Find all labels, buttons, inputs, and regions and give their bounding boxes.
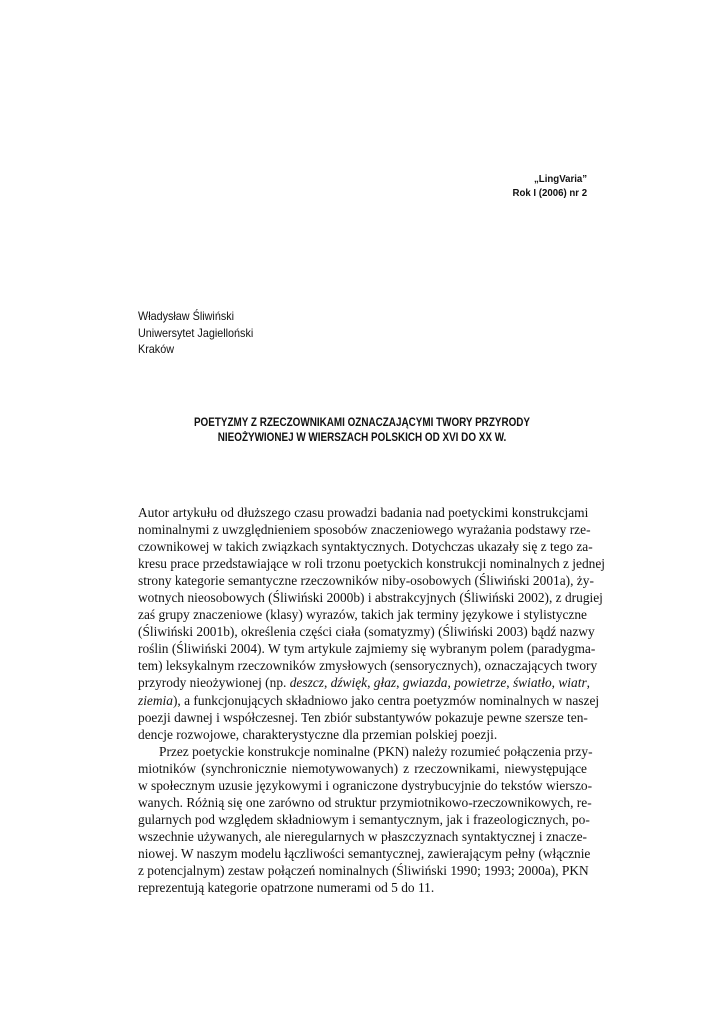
text-line: w społecznym uzusie językowymi i ograniczone dystrybucyjnie do tekstów wierszo-	[138, 777, 593, 793]
text-line: wszechnie używanych, ale nieregularnych w płaszczyznach syntaktycznej i znacze-	[138, 828, 587, 844]
example-word: światło	[512, 675, 552, 691]
text-line: dencje rozwojowe, charakterystyczne dla przemian polskiej poezji.	[138, 726, 498, 742]
article-title	[110, 416, 614, 446]
text-line: tem) leksykalnym rzeczowników zmysłowych (sensorycznych), oznaczających twory	[138, 658, 598, 674]
example-word: ziemia	[138, 692, 173, 708]
text-line: z potencjalnym) zestaw połączeń nominalnych (Śliwiński 1990; 1993; 2000a), PKN	[138, 862, 589, 878]
example-word: gwiazda	[402, 675, 448, 691]
text-line: (Śliwiński 2001b), określenia części ciała (somatyzmy) (Śliwiński 2003) bądź nazwy	[138, 624, 595, 640]
example-word: deszcz	[289, 675, 324, 691]
text-line: kresu prace przedstawiające w roli trzonu poetyckich konstrukcji nominalnych z jednej	[138, 556, 606, 572]
text-line: zaś grupy znaczeniowe (klasy) wyrazów, takich jak terminy językowe i stylistyczne	[138, 607, 587, 623]
text-run: ,	[551, 675, 559, 691]
example-word: głaz	[373, 675, 397, 691]
example-word: wiatr	[558, 675, 587, 691]
title-line: POETYZMY Z RZECZOWNIKAMI OZNACZAJĄCYMI TWORY PRZYRODY	[193, 417, 531, 429]
text-line: miotników (synchronicznie niemotywowanych) z rzeczownikami, niewystępujące	[138, 760, 587, 776]
title-line: NIEOŻYWIONEJ W WIERSZACH POLSKICH OD XVI DO XX W.	[217, 432, 507, 444]
paragraph-2	[138, 743, 593, 896]
text-line: nominalnymi z uwzględnieniem sposobów znaczeniowego wyrażania podstawy rze-	[138, 522, 591, 538]
text-line: poezji dawnej i współczesnej. Ten zbiór substantywów pokazuje pewne szersze ten-	[138, 709, 588, 725]
text-run: ,	[323, 675, 331, 691]
text-run: ,	[447, 675, 455, 691]
text-line: gularnych pod względem składniowym i semantycznym, jak i frazeologicznych, po-	[138, 811, 590, 827]
author-city: Kraków	[138, 342, 175, 356]
journal-issue: Rok I (2006) nr 2	[512, 187, 587, 199]
text-line: strony kategorie semantyczne rzeczowników niby-osobowych (Śliwiński 2001a), ży-	[138, 573, 594, 589]
article-body	[138, 504, 606, 896]
text-line: czownikowej w takich związkach syntaktycznych. Dotychczas ukazały się z tego za-	[138, 539, 593, 555]
text-line: Autor artykułu od dłuższego czasu prowadzi badania nad poetyckimi konstrukcjami	[138, 505, 589, 520]
text-line: wotnych nieosobowych (Śliwiński 2000b) i abstrakcyjnych (Śliwiński 2002), z drugiej	[138, 590, 603, 606]
text-run: ,	[396, 675, 403, 691]
journal-header	[512, 172, 587, 200]
text-run: ,	[506, 675, 513, 691]
text-run: ,	[586, 675, 591, 691]
text-line-mixed	[138, 692, 600, 709]
text-run: przyrody nieożywionej (np.	[138, 675, 290, 691]
author-block	[138, 308, 253, 358]
example-word: powietrze	[454, 675, 507, 691]
example-word: dźwięk	[330, 675, 368, 691]
journal-name: „LingVaria”	[533, 173, 587, 185]
author-name: Władysław Śliwiński	[138, 309, 235, 323]
text-run: ,	[367, 675, 374, 691]
text-line: reprezentują kategorie opatrzone numerami od 5 do 11.	[138, 880, 435, 896]
author-affiliation: Uniwersytet Jagielloński	[138, 325, 254, 340]
text-line: roślin (Śliwiński 2004). W tym artykule zajmiemy się wybranym polem (paradygma-	[138, 641, 596, 657]
text-run: ), a funkcjonujących składniowo jako centra poetyzmów nominalnych w naszej	[172, 692, 600, 708]
text-line: niowej. W naszym modelu łączliwości semantycznej, zawierającym pełny (włącznie	[138, 845, 591, 861]
paragraph-1	[138, 504, 606, 743]
text-line: Przez poetyckie konstrukcje nominalne (PKN) należy rozumieć połączenia przy-	[159, 743, 593, 759]
text-line-mixed	[138, 674, 591, 691]
text-line: wanych. Różnią się one zarówno od struktur przymiotnikowo-rzeczownikowych, re-	[138, 794, 592, 810]
